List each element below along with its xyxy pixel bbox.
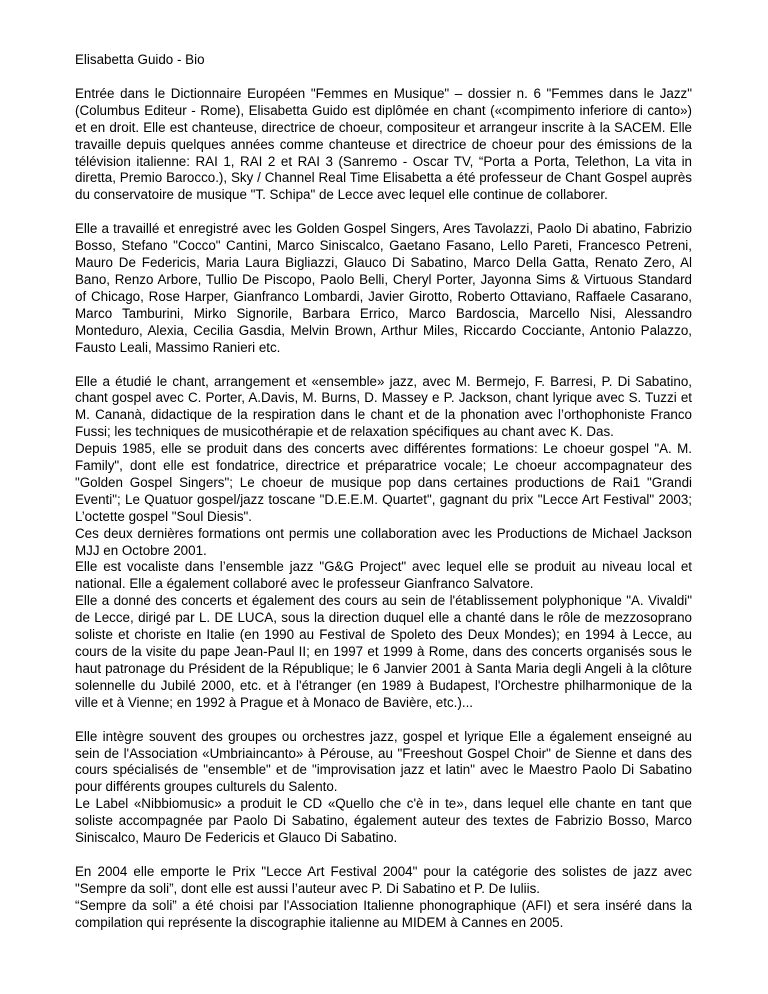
paragraph-text: Elle intègre souvent des groupes ou orchestres jazz, gospel et lyrique Elle a également enseigné au sein de l'Association «Umbriaincanto» à Pérouse, au "Freeshout Gospel Choir" de Sienne et dans des cours spécialisés de "ensemble" et de "improvisation jazz et latin" avec le Maestro Paolo Di Sabatino pour différents groupes culturels du Salento.	[75, 728, 692, 795]
paragraph-teaching	[75, 729, 692, 847]
paragraph-text: Ces deux dernières formations ont permis une collaboration avec les Productions de Michael Jackson MJJ en Octobre 2001.	[75, 525, 692, 558]
paragraph-text: Le Label «Nibbiomusic» a produit le CD «Quello che c'è in te», dans lequel elle chante en tant que soliste accompagnée par Paolo Di Sabatino, également auteur des textes de Fabrizio Bosso, Marco Siniscalco, Mauro De Federicis et Glauco Di Sabatino.	[75, 796, 692, 846]
paragraph-text: Elle a étudié le chant, arrangement et «ensemble» jazz, avec M. Bermejo, F. Barresi, P. Di Sabatino, chant gospel avec C. Porter, A.Davis, M. Burns, D. Massey e P. Jackson, chant lyrique avec S. Tuzzi et M. Cananà, didactique de la respiration dans le chant et de la phonation avec l’orthophoniste Franco Fussi; les techniques de musicothérapie et de relaxation spécifiques au chant avec K. Das.	[75, 373, 692, 440]
paragraph-text: “Sempre da soli” a été choisi par l'Association Italienne phonographique (AFI) et sera inséré dans la compilation qui représente la discographie italienne au MIDEM à Cannes en 2005.	[75, 897, 692, 930]
paragraph-text: Elle a travaillé et enregistré avec les Golden Gospel Singers, Ares Tavolazzi, Paolo Di abatino, Fabrizio Bosso, Stefano "Cocco" Cantini, Marco Siniscalco, Gaetano Fasano, Lello Pareti, Francesco Petreni, Mauro De Federicis, Maria Laura Bigliazzi, Glauco Di Sabatino, Marco Della Gatta, Renato Zero, Al Bano, Renzo Arbore, Tullio De Piscopo, Paolo Belli, Cheryl Porter, Jayonna Sims & Virtuous Standard of Chicago, Rose Harper, Gianfranco Lombardi, Javier Girotto, Roberto Ottaviano, Raffaele Casarano, Marco Tamburini, Mirko Signorile, Barbara Errico, Marco Bardoscia, Marcello Nisi, Alessandro Monteduro, Alexia, Cecilia Gasdia, Melvin Brown, Arthur Miles, Riccardo Cocciante, Antonio Palazzo, Fausto Leali, Massimo Ranieri etc.	[75, 221, 692, 355]
paragraph-studies-concerts	[75, 374, 692, 712]
paragraph-text: Elle a donné des concerts et également des cours au sein de l'établissement polyphonique "A. Vivaldi" de Lecce, dirigé par L. DE LUCA, sous la direction duquel elle a chanté dans le rôle de mezzosoprano soliste et choriste en Italie (en 1990 au Festival de Spoleto des Deux Mondes); en 1994 à Lecce, au cours de la visite du pape Jean-Paul II; en 1997 et 1999 à Rome, dans des concerts organisés sous le haut patronage du Président de la République; le 6 Janvier 2001 à Santa Maria degli Angeli à la clôture solennelle du Jubilé 2000, etc. et à l'étranger (en 1989 à Budapest, l'Orchestre philharmonique de la ville et à Vienne; en 1992 à Prague et à Monaco de Bavière, etc.)...	[75, 593, 692, 710]
paragraph-text: En 2004 elle emporte le Prix "Lecce Art Festival 2004" pour la catégorie des solistes de jazz avec "Sempre da soli”, dont elle est aussi l’auteur avec P. Di Sabatino et P. De Iuliis.	[75, 863, 692, 896]
paragraph-awards	[75, 864, 692, 932]
paragraph-intro	[75, 86, 692, 204]
paragraph-text: Depuis 1985, elle se produit dans des concerts avec différentes formations: Le choeur gospel "A. M. Family", dont elle est fondatrice, directrice et préparatrice vocale; Le choeur accompagnateur des "Golden Gospel Singers"; Le choeur de musique pop dans certaines productions de Rai1 "Grandi Eventi"; Le Quatuor gospel/jazz toscane "D.E.E.M. Quartet", gagnant du prix "Lecce Art Festival" 2003; L’octette gospel "Soul Diesis".	[75, 441, 692, 524]
paragraph-text: Elle est vocaliste dans l’ensemble jazz "G&G Project" avec lequel elle se produit au niveau local et national. Elle a également collaboré avec le professeur Gianfranco Salvatore.	[75, 559, 692, 592]
document-title: Elisabetta Guido - Bio	[75, 52, 205, 67]
paragraph-collaborations	[75, 221, 692, 356]
paragraph-text: Entrée dans le Dictionnaire Européen "Femmes en Musique" – dossier n. 6 "Femmes dans le Jazz" (Columbus Editeur - Rome), Elisabetta Guido est diplômée en chant («compimento inferiore di canto») et en droit. Elle est chanteuse, directrice de choeur, compositeur et arrangeur inscrite à la SACEM. Elle travaille depuis quelques années comme chanteuse et directrice de choeur pour des émissions de la télévision italienne: RAI 1, RAI 2 et RAI 3 (Sanremo - Oscar TV, “Porta a Porta, Telethon, La vita in diretta, Premio Barocco.), Sky / Channel Real Time Elisabetta a été professeur de Chant Gospel auprès du conservatoire de musique "T. Schipa" de Lecce avec lequel elle continue de collaborer.	[75, 85, 692, 203]
document-page	[75, 52, 692, 949]
